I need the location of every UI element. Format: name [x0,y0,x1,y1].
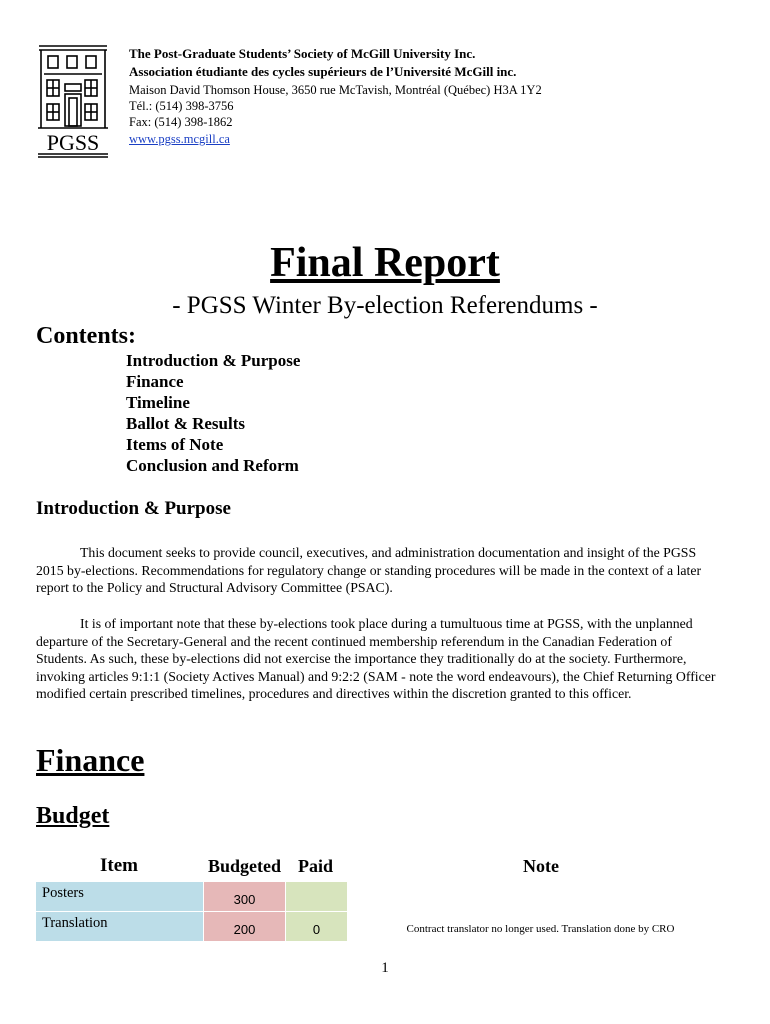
cell-budgeted: 300 [204,882,285,911]
column-header-note: Note [523,856,559,876]
org-name-french: Association étudiante des cycles supérieurs de l’Université McGill inc. [129,64,517,79]
cell-note: Contract translator no longer used. Translation done by CRO [406,923,675,935]
cell-item: Posters [36,882,203,911]
document-title: Final Report [270,240,500,286]
svg-text:PGSS: PGSS [46,130,100,155]
org-telephone: Tél.: (514) 398-3756 [129,99,234,113]
pgss-logo [36,44,110,162]
intro-paragraph-1 [36,544,726,597]
cell-paid: 0 [286,912,347,941]
toc-item: Items of Note [126,435,224,454]
column-header-budgeted: Budgeted [208,856,282,876]
org-website-link[interactable]: www.pgss.mcgill.ca [129,132,230,146]
cell-budgeted: 200 [204,912,285,941]
table-of-contents [126,350,300,476]
document-subtitle: - PGSS Winter By-election Referendums - [172,292,598,319]
org-fax: Fax: (514) 398-1862 [129,115,233,129]
org-website-container [129,131,230,148]
toc-item: Ballot & Results [126,414,245,433]
toc-item: Introduction & Purpose [126,351,301,370]
finance-heading: Finance [36,742,145,778]
toc-item: Timeline [126,393,190,412]
column-header-paid: Paid [298,856,334,876]
toc-item: Finance [126,372,184,391]
budget-heading: Budget [36,803,110,829]
cell-note [348,882,733,911]
cell-paid [286,882,347,911]
org-name-english: The Post-Graduate Students’ Society of McGill University Inc. [129,46,476,61]
intro-heading: Introduction & Purpose [36,498,231,519]
page-number: 1 [381,960,389,976]
toc-item: Conclusion and Reform [126,456,299,475]
org-address: Maison David Thomson House, 3650 rue McTavish, Montréal (Québec) H3A 1Y2 [129,83,542,97]
cell-item: Translation [36,912,203,941]
contents-heading: Contents: [36,323,136,349]
intro-paragraph-2-text: It is of important note that these by-elections took place during a tumultuous time at PGSS, with the unplanned departure of the Secretary-General and the recent continued membership referendum in the Canadian Federation of Students. As such, these by-elections did not exercise the importance they traditionally do at the society. Furthermore, invoking articles 9:1:1 (Society Actives Manual) and 9:2:2 (SAM - note the word endeavours), the Chief Returning Officer modified certain prescribed timelines, procedures and directives within the discretion granted to this officer. [36,616,716,701]
intro-paragraph-2 [36,615,726,703]
intro-paragraph-1-text: This document seeks to provide council, executives, and administration documentation and insight of the PGSS 2015 by-elections. Recommendations for regulatory change or standing procedures will be made in the context of a later report to the Policy and Structural Advisory Committee (PSAC). [36,545,702,595]
column-header-item: Item [100,855,138,876]
